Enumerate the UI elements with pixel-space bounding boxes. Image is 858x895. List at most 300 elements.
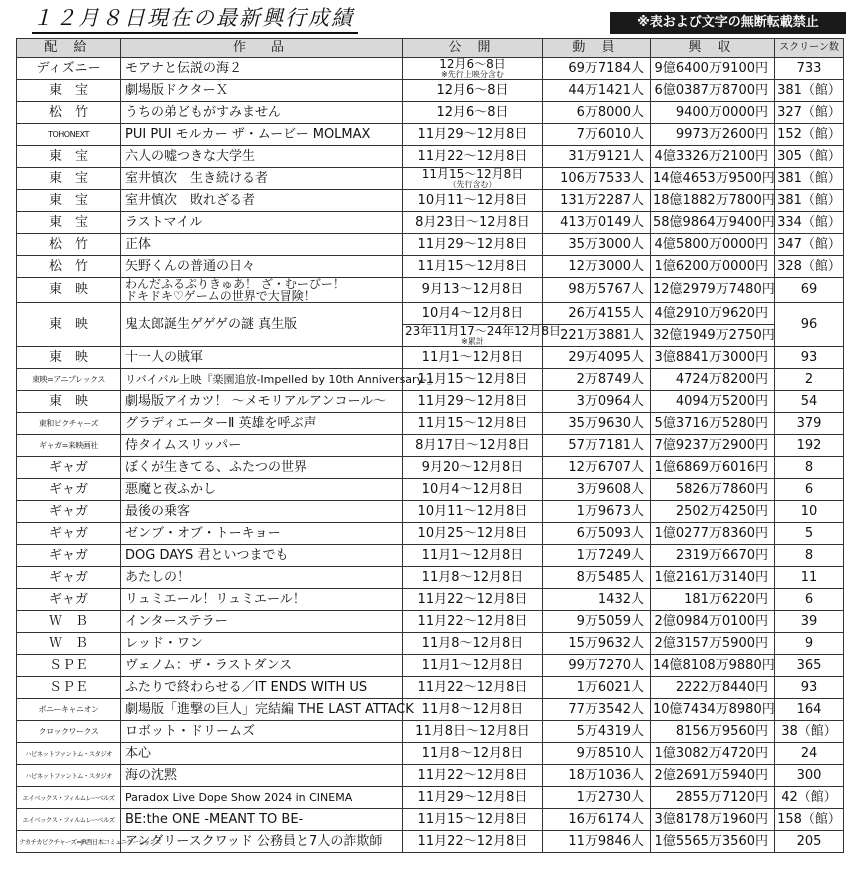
cell-title: 海の沈黙	[121, 765, 403, 787]
cell-release	[403, 190, 543, 212]
cell-screens: 379	[775, 413, 844, 435]
cell-attendance: 9万5059人	[543, 611, 651, 633]
table-row	[17, 347, 844, 369]
table-row	[17, 721, 844, 743]
cell-release	[403, 655, 543, 677]
table-row	[17, 589, 844, 611]
cell-title: 室井慎次 生き続ける者	[121, 168, 403, 190]
cell-screens: 328（館）	[775, 256, 844, 278]
cell-revenue: 14億4653万9500円	[651, 168, 775, 190]
cell-release	[403, 369, 543, 391]
cell-release	[403, 633, 543, 655]
cell-title: 室井慎次 敗れざる者	[121, 190, 403, 212]
cell-release	[403, 765, 543, 787]
cell-screens: 8	[775, 457, 844, 479]
cell-distributor: ギャガ	[17, 479, 121, 501]
cell-screens: 327（館）	[775, 102, 844, 124]
table-row	[17, 809, 844, 831]
cell-revenue: 2億3157万5900円	[651, 633, 775, 655]
cell-distributor: ディズニー	[17, 58, 121, 80]
cell-revenue: 4億3326万2100円	[651, 146, 775, 168]
cell-release	[403, 545, 543, 567]
cell-screens: 192	[775, 435, 844, 457]
cell-revenue: 4724万8200円	[651, 369, 775, 391]
cell-attendance: 1432人	[543, 589, 651, 611]
cell-title: 六人の嘘つきな大学生	[121, 146, 403, 168]
release-period: 8月23日〜12月8日	[415, 214, 530, 230]
cell-release	[403, 567, 543, 589]
cell-release	[403, 413, 543, 435]
release-period: 10月4〜12月8日	[421, 481, 524, 497]
cell-distributor: 松 竹	[17, 256, 121, 278]
cell-release	[403, 523, 543, 545]
cell-attendance: 15万9632人	[543, 633, 651, 655]
release-note: ※先行上映分含む	[441, 70, 504, 79]
cell-revenue: 1億3082万4720円	[651, 743, 775, 765]
cell-revenue: 5億3716万5280円	[651, 413, 775, 435]
cell-revenue: 1億6869万6016円	[651, 457, 775, 479]
cell-title: 最後の乗客	[121, 501, 403, 523]
cell-title: 鬼太郎誕生ゲゲゲの謎 真生版	[121, 303, 403, 347]
cell-release	[403, 146, 543, 168]
cell-revenue: 2502万4250円	[651, 501, 775, 523]
release-period: 11月22〜12月8日	[417, 767, 528, 783]
cell-attendance: 9万8510人	[543, 743, 651, 765]
cell-revenue: 2319万6670円	[651, 545, 775, 567]
cell-release	[403, 212, 543, 234]
cell-screens: 96	[775, 303, 844, 347]
cell-title: 本心	[121, 743, 403, 765]
release-period: 11月1〜12月8日	[421, 349, 524, 365]
cell-attendance: 18万1036人	[543, 765, 651, 787]
cell-release	[403, 589, 543, 611]
page-title: １２月８日現在の最新興行成績	[32, 4, 358, 34]
release-note: （先行含む）	[448, 180, 497, 189]
cell-screens: 381（館）	[775, 190, 844, 212]
table-row	[17, 234, 844, 256]
cell-screens: 38（館）	[775, 721, 844, 743]
cell-revenue: 18億1882万7800円	[651, 190, 775, 212]
cell-screens: 164	[775, 699, 844, 721]
cell-title: 悪魔と夜ふかし	[121, 479, 403, 501]
release-period: 23年11月17〜24年12月8日	[405, 324, 561, 338]
cell-attendance: 35万9630人	[543, 413, 651, 435]
cell-distributor: 東 映	[17, 303, 121, 347]
cell-attendance: 1万2730人	[543, 787, 651, 809]
cell-title: リュミエール！リュミエール！	[121, 589, 403, 611]
cell-distributor: ハピネットファントム・スタジオ	[17, 743, 121, 765]
cell-attendance: 16万6174人	[543, 809, 651, 831]
table-row	[17, 124, 844, 146]
column-header-distributor: 配 給	[17, 39, 121, 58]
cell-distributor: TOHONEXT	[17, 124, 121, 146]
table-row	[17, 567, 844, 589]
release-period: 11月22〜12月8日	[417, 613, 528, 629]
cell-release	[403, 278, 543, 303]
table-row	[17, 699, 844, 721]
title-line: わんだふるぷりきゅあ！ ざ・むーびー！	[125, 277, 345, 291]
cell-screens: 381（館）	[775, 80, 844, 102]
release-period: 11月22〜12月8日	[417, 679, 528, 695]
cell-attendance: 29万4095人	[543, 347, 651, 369]
release-period: 11月22〜12月8日	[417, 833, 528, 849]
release-period: 12月6〜8日	[439, 57, 506, 71]
release-period: 12月6〜8日	[436, 82, 509, 98]
release-period: 11月8〜12月8日	[421, 745, 524, 761]
cell-release	[403, 611, 543, 633]
cell-title: ふたりで終わらせる／IT ENDS WITH US	[121, 677, 403, 699]
table-header-row	[17, 39, 844, 58]
table-row	[17, 831, 844, 853]
cell-attendance: 69万7184人	[543, 58, 651, 80]
cell-title: 劇場版ドクターＸ	[121, 80, 403, 102]
column-header-screens: スクリーン数	[775, 39, 844, 58]
cell-revenue: 9973万2600円	[651, 124, 775, 146]
cell-revenue: 1億6200万0000円	[651, 256, 775, 278]
cell-title: あたしの！	[121, 567, 403, 589]
table-row	[17, 369, 844, 391]
cell-title: ぼくが生きてる、ふたつの世界	[121, 457, 403, 479]
release-period: 10月11〜12月8日	[417, 503, 528, 519]
release-period: 9月13〜12月8日	[421, 282, 524, 297]
cell-screens: 54	[775, 391, 844, 413]
cell-revenue: 4億2910万9620円	[651, 303, 775, 325]
cell-screens: 10	[775, 501, 844, 523]
cell-screens: 300	[775, 765, 844, 787]
release-period: 11月22〜12月8日	[417, 591, 528, 607]
release-period: 11月29〜12月8日	[417, 126, 528, 142]
cell-distributor: ＳＰＥ	[17, 677, 121, 699]
cell-release	[403, 347, 543, 369]
table-row	[17, 435, 844, 457]
table-row	[17, 655, 844, 677]
cell-revenue: 3億8841万3000円	[651, 347, 775, 369]
cell-title	[121, 278, 403, 303]
copyright-notice: ※表および文字の無断転載禁止	[610, 12, 846, 34]
cell-attendance: 26万4155人	[543, 303, 651, 325]
cell-title: DOG DAYS 君といつまでも	[121, 545, 403, 567]
cell-title: ゼンブ・オブ・トーキョー	[121, 523, 403, 545]
cell-attendance: 131万2287人	[543, 190, 651, 212]
cell-attendance: 3万0964人	[543, 391, 651, 413]
cell-distributor: 東和ピクチャーズ	[17, 413, 121, 435]
cell-revenue: 9億6400万9100円	[651, 58, 775, 80]
cell-screens: 39	[775, 611, 844, 633]
cell-screens: 5	[775, 523, 844, 545]
release-period: 11月8日〜12月8日	[415, 723, 530, 739]
table-row	[17, 501, 844, 523]
table-row	[17, 212, 844, 234]
cell-attendance: 2万8749人	[543, 369, 651, 391]
table-row	[17, 102, 844, 124]
cell-screens: 9	[775, 633, 844, 655]
cell-screens: 733	[775, 58, 844, 80]
cell-distributor: 東 宝	[17, 212, 121, 234]
cell-release	[403, 234, 543, 256]
cell-title: レッド・ワン	[121, 633, 403, 655]
table-row	[17, 545, 844, 567]
release-period: 11月1〜12月8日	[421, 547, 524, 563]
cell-screens: 2	[775, 369, 844, 391]
cell-distributor: Ｗ Ｂ	[17, 611, 121, 633]
release-period: 11月15〜12月8日	[417, 371, 528, 387]
release-period: 11月15〜12月8日	[421, 167, 524, 181]
release-period: 11月8〜12月8日	[421, 701, 524, 717]
cell-release	[403, 479, 543, 501]
cell-title: アングリースクワッド 公務員と7人の詐欺師	[121, 831, 403, 853]
table-row	[17, 80, 844, 102]
cell-release	[403, 256, 543, 278]
cell-attendance: 6万8000人	[543, 102, 651, 124]
cell-revenue: 5826万7860円	[651, 479, 775, 501]
cell-title: ヴェノム：ザ・ラストダンス	[121, 655, 403, 677]
cell-distributor: ギャガ	[17, 567, 121, 589]
cell-title: うちの弟どもがすみません	[121, 102, 403, 124]
cell-distributor: 東 映	[17, 391, 121, 413]
cell-title: グラディエーターⅡ 英雄を呼ぶ声	[121, 413, 403, 435]
table-row	[17, 611, 844, 633]
cell-title: ラストマイル	[121, 212, 403, 234]
release-period: 12月6〜8日	[436, 104, 509, 120]
cell-release	[403, 831, 543, 853]
cell-screens: 11	[775, 567, 844, 589]
cell-revenue: 1億2161万3140円	[651, 567, 775, 589]
cell-screens: 365	[775, 655, 844, 677]
cell-distributor: ナカチカピクチャーズ=JR西日本コミュニケーションズ	[17, 831, 121, 853]
cell-distributor: ギャガ	[17, 589, 121, 611]
cell-distributor: 東 宝	[17, 80, 121, 102]
cell-distributor: 東 映	[17, 347, 121, 369]
cell-attendance: 221万3881人	[543, 325, 651, 347]
cell-attendance: 8万5485人	[543, 567, 651, 589]
cell-revenue: 181万6220円	[651, 589, 775, 611]
column-header-release: 公 開	[403, 39, 543, 58]
table-row	[17, 457, 844, 479]
cell-distributor: ＳＰＥ	[17, 655, 121, 677]
cell-distributor: 松 竹	[17, 234, 121, 256]
cell-revenue: 14億8108万9880円	[651, 655, 775, 677]
cell-release	[403, 124, 543, 146]
release-period: 11月29〜12月8日	[417, 789, 528, 805]
cell-attendance: 3万9608人	[543, 479, 651, 501]
cell-distributor: ギャガ	[17, 457, 121, 479]
cell-screens: 305（館）	[775, 146, 844, 168]
table-row	[17, 633, 844, 655]
cell-release	[403, 457, 543, 479]
cell-distributor: ギャガ	[17, 501, 121, 523]
cell-release	[403, 699, 543, 721]
release-period: 11月29〜12月8日	[417, 393, 528, 409]
cell-release	[403, 743, 543, 765]
table-row	[17, 168, 844, 190]
cell-screens: 93	[775, 347, 844, 369]
table-row	[17, 523, 844, 545]
cell-screens: 381（館）	[775, 168, 844, 190]
table-row	[17, 413, 844, 435]
table-row	[17, 278, 844, 303]
cell-attendance: 413万0149人	[543, 212, 651, 234]
cell-title: リバイバル上映『楽園追放-Impelled by 10th Anniversary-』	[121, 369, 403, 391]
cell-title: 正体	[121, 234, 403, 256]
cell-release	[403, 102, 543, 124]
cell-attendance: 106万7533人	[543, 168, 651, 190]
cell-revenue: 3億8178万1960円	[651, 809, 775, 831]
cell-attendance: 1万9673人	[543, 501, 651, 523]
cell-screens: 334（館）	[775, 212, 844, 234]
cell-screens: 158（館）	[775, 809, 844, 831]
table-row	[17, 391, 844, 413]
table-row	[17, 190, 844, 212]
cell-distributor: ギャガ	[17, 523, 121, 545]
cell-screens: 152（館）	[775, 124, 844, 146]
cell-revenue: 9400万0000円	[651, 102, 775, 124]
cell-revenue: 12億2979万7480円	[651, 278, 775, 303]
cell-revenue: 1億0277万8360円	[651, 523, 775, 545]
cell-attendance: 77万3542人	[543, 699, 651, 721]
release-period: 11月29〜12月8日	[417, 236, 528, 252]
cell-title: インターステラー	[121, 611, 403, 633]
release-period: 11月8〜12月8日	[421, 569, 524, 585]
cell-title: ロボット・ドリームズ	[121, 721, 403, 743]
cell-distributor: エイベックス・フィルムレーベルズ	[17, 787, 121, 809]
cell-distributor: 東 宝	[17, 146, 121, 168]
cell-revenue: 4億5800万0000円	[651, 234, 775, 256]
cell-screens: 42（館）	[775, 787, 844, 809]
cell-screens: 69	[775, 278, 844, 303]
cell-revenue: 6億0387万8700円	[651, 80, 775, 102]
table-body	[17, 58, 844, 853]
cell-attendance: 6万5093人	[543, 523, 651, 545]
cell-screens: 24	[775, 743, 844, 765]
cell-attendance: 12万6707人	[543, 457, 651, 479]
column-header-revenue: 興 収	[651, 39, 775, 58]
cell-release	[403, 435, 543, 457]
cell-attendance: 31万9121人	[543, 146, 651, 168]
cell-release	[403, 787, 543, 809]
cell-release	[403, 809, 543, 831]
cell-distributor: エイベックス・フィルムレーベルズ	[17, 809, 121, 831]
release-period: 10月11〜12月8日	[417, 192, 528, 208]
cell-release	[403, 677, 543, 699]
table-row	[17, 743, 844, 765]
cell-distributor: クロックワークス	[17, 721, 121, 743]
cell-release	[403, 58, 543, 80]
cell-screens: 205	[775, 831, 844, 853]
cell-attendance: 1万6021人	[543, 677, 651, 699]
cell-title: Paradox Live Dope Show 2024 in CINEMA	[121, 787, 403, 809]
cell-revenue: 2855万7120円	[651, 787, 775, 809]
cell-title: 侍タイムスリッパー	[121, 435, 403, 457]
cell-distributor: 東 映	[17, 278, 121, 303]
table-row	[17, 256, 844, 278]
cell-screens: 6	[775, 589, 844, 611]
table-row	[17, 765, 844, 787]
cell-distributor: 東 宝	[17, 168, 121, 190]
cell-attendance: 44万1421人	[543, 80, 651, 102]
cell-revenue: 58億9864万9400円	[651, 212, 775, 234]
table-row	[17, 479, 844, 501]
table-row	[17, 146, 844, 168]
cell-release	[403, 391, 543, 413]
cell-release	[403, 721, 543, 743]
table-row	[17, 677, 844, 699]
release-period: 8月17日〜12月8日	[415, 437, 530, 453]
cell-screens: 8	[775, 545, 844, 567]
cell-revenue: 32億1949万2750円	[651, 325, 775, 347]
release-note: ※累計	[461, 337, 484, 346]
release-period: 11月1〜12月8日	[421, 657, 524, 673]
cell-title: 劇場版アイカツ！ 〜メモリアルアンコール〜	[121, 391, 403, 413]
release-period: 11月22〜12月8日	[417, 148, 528, 164]
cell-distributor: ハピネットファントム・スタジオ	[17, 765, 121, 787]
table-row	[17, 303, 844, 325]
cell-screens: 93	[775, 677, 844, 699]
cell-attendance: 12万3000人	[543, 256, 651, 278]
cell-revenue: 4094万5200円	[651, 391, 775, 413]
cell-title: モアナと伝説の海２	[121, 58, 403, 80]
cell-revenue: 7億9237万2900円	[651, 435, 775, 457]
release-period: 9月20〜12月8日	[421, 459, 524, 475]
cell-attendance: 11万9846人	[543, 831, 651, 853]
cell-attendance: 1万7249人	[543, 545, 651, 567]
cell-release	[403, 324, 561, 347]
cell-attendance: 35万3000人	[543, 234, 651, 256]
cell-title: PUI PUI モルカー ザ・ムービー MOLMAX	[121, 124, 403, 146]
cell-release	[403, 501, 543, 523]
release-period: 10月4〜12月8日	[421, 305, 524, 321]
release-period: 11月15〜12月8日	[417, 258, 528, 274]
cell-release	[403, 303, 543, 325]
cell-title: 劇場版「進撃の巨人」完結編 THE LAST ATTACK	[121, 699, 403, 721]
box-office-table	[16, 38, 844, 853]
release-period: 10月25〜12月8日	[417, 525, 528, 541]
cell-title: 十一人の賊軍	[121, 347, 403, 369]
cell-revenue: 2億0984万0100円	[651, 611, 775, 633]
table-row	[17, 787, 844, 809]
cell-distributor: ギャガ	[17, 545, 121, 567]
table-row	[17, 58, 844, 80]
cell-revenue: 1億5565万3560円	[651, 831, 775, 853]
cell-title: BE:the ONE -MEANT TO BE-	[121, 809, 403, 831]
cell-attendance: 99万7270人	[543, 655, 651, 677]
cell-revenue: 10億7434万8980円	[651, 699, 775, 721]
cell-attendance: 98万5767人	[543, 278, 651, 303]
release-period: 11月15〜12月8日	[417, 415, 528, 431]
cell-revenue: 2222万8440円	[651, 677, 775, 699]
cell-distributor: 松 竹	[17, 102, 121, 124]
cell-attendance: 5万4319人	[543, 721, 651, 743]
cell-attendance: 7万6010人	[543, 124, 651, 146]
cell-revenue: 8156万9560円	[651, 721, 775, 743]
cell-distributor: ポニーキャニオン	[17, 699, 121, 721]
cell-release	[403, 168, 543, 190]
cell-distributor: ギャガ=来映画社	[17, 435, 121, 457]
cell-attendance: 57万7181人	[543, 435, 651, 457]
cell-screens: 347（館）	[775, 234, 844, 256]
title-line: ドキドキ♡ゲームの世界で大冒険！	[125, 289, 316, 303]
release-period: 11月8〜12月8日	[421, 635, 524, 651]
cell-distributor: Ｗ Ｂ	[17, 633, 121, 655]
cell-revenue: 2億2691万5940円	[651, 765, 775, 787]
column-header-title: 作 品	[121, 39, 403, 58]
cell-distributor: 東映=アニプレックス	[17, 369, 121, 391]
column-header-attendance: 動 員	[543, 39, 651, 58]
cell-distributor: 東 宝	[17, 190, 121, 212]
release-period: 11月15〜12月8日	[417, 811, 528, 827]
cell-screens: 6	[775, 479, 844, 501]
cell-release	[403, 80, 543, 102]
cell-title: 矢野くんの普通の日々	[121, 256, 403, 278]
